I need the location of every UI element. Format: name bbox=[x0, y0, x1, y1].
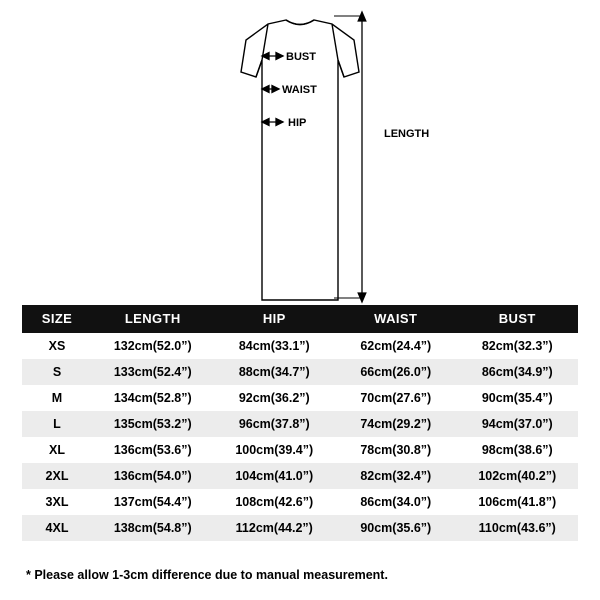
cell-size: M bbox=[22, 385, 92, 411]
table-row bbox=[22, 333, 578, 359]
cell-bust: 110cm(43.6”) bbox=[457, 515, 579, 541]
table-header-row bbox=[22, 305, 578, 333]
length-measure-arrow bbox=[334, 12, 366, 302]
cell-length: 138cm(54.8”) bbox=[92, 515, 214, 541]
table-row bbox=[22, 515, 578, 541]
cell-size: XS bbox=[22, 333, 92, 359]
cell-size: XL bbox=[22, 437, 92, 463]
table-row bbox=[22, 463, 578, 489]
cell-waist: 70cm(27.6”) bbox=[335, 385, 457, 411]
cell-bust: 82cm(32.3”) bbox=[457, 333, 579, 359]
cell-size: 4XL bbox=[22, 515, 92, 541]
hip-measure-arrow bbox=[262, 119, 283, 126]
cell-waist: 78cm(30.8”) bbox=[335, 437, 457, 463]
table-row bbox=[22, 437, 578, 463]
cell-bust: 86cm(34.9”) bbox=[457, 359, 579, 385]
cell-hip: 92cm(36.2”) bbox=[214, 385, 336, 411]
size-chart-table bbox=[22, 305, 578, 541]
cell-length: 133cm(52.4”) bbox=[92, 359, 214, 385]
waist-measure-arrow bbox=[262, 86, 279, 93]
column-header-bust: BUST bbox=[457, 305, 579, 333]
cell-bust: 94cm(37.0”) bbox=[457, 411, 579, 437]
cell-hip: 96cm(37.8”) bbox=[214, 411, 336, 437]
column-header-hip: HIP bbox=[214, 305, 336, 333]
cell-hip: 84cm(33.1”) bbox=[214, 333, 336, 359]
cell-bust: 106cm(41.8”) bbox=[457, 489, 579, 515]
cell-size: 3XL bbox=[22, 489, 92, 515]
length-label: LENGTH bbox=[384, 128, 430, 140]
bust-label: BUST bbox=[286, 51, 316, 63]
cell-length: 134cm(52.8”) bbox=[92, 385, 214, 411]
cell-waist: 82cm(32.4”) bbox=[335, 463, 457, 489]
table-row bbox=[22, 489, 578, 515]
cell-bust: 98cm(38.6”) bbox=[457, 437, 579, 463]
cell-waist: 86cm(34.0”) bbox=[335, 489, 457, 515]
waist-label: WAIST bbox=[282, 84, 317, 96]
cell-length: 135cm(53.2”) bbox=[92, 411, 214, 437]
cell-length: 137cm(54.4”) bbox=[92, 489, 214, 515]
cell-waist: 74cm(29.2”) bbox=[335, 411, 457, 437]
cell-size: 2XL bbox=[22, 463, 92, 489]
table-row bbox=[22, 411, 578, 437]
hip-label: HIP bbox=[288, 117, 307, 129]
cell-hip: 100cm(39.4”) bbox=[214, 437, 336, 463]
table-row bbox=[22, 359, 578, 385]
cell-bust: 90cm(35.4”) bbox=[457, 385, 579, 411]
cell-hip: 88cm(34.7”) bbox=[214, 359, 336, 385]
cell-waist: 66cm(26.0”) bbox=[335, 359, 457, 385]
cell-waist: 90cm(35.6”) bbox=[335, 515, 457, 541]
measurement-disclaimer: * Please allow 1-3cm difference due to manual measurement. bbox=[26, 568, 388, 582]
cell-length: 136cm(53.6”) bbox=[92, 437, 214, 463]
column-header-waist: WAIST bbox=[335, 305, 457, 333]
cell-size: S bbox=[22, 359, 92, 385]
cell-waist: 62cm(24.4”) bbox=[335, 333, 457, 359]
cell-hip: 104cm(41.0”) bbox=[214, 463, 336, 489]
bust-measure-arrow bbox=[262, 53, 283, 60]
column-header-size: SIZE bbox=[22, 305, 92, 333]
cell-length: 132cm(52.0”) bbox=[92, 333, 214, 359]
cell-hip: 108cm(42.6”) bbox=[214, 489, 336, 515]
table-row bbox=[22, 385, 578, 411]
cell-bust: 102cm(40.2”) bbox=[457, 463, 579, 489]
column-header-length: LENGTH bbox=[92, 305, 214, 333]
cell-length: 136cm(54.0”) bbox=[92, 463, 214, 489]
cell-size: L bbox=[22, 411, 92, 437]
cell-hip: 112cm(44.2”) bbox=[214, 515, 336, 541]
